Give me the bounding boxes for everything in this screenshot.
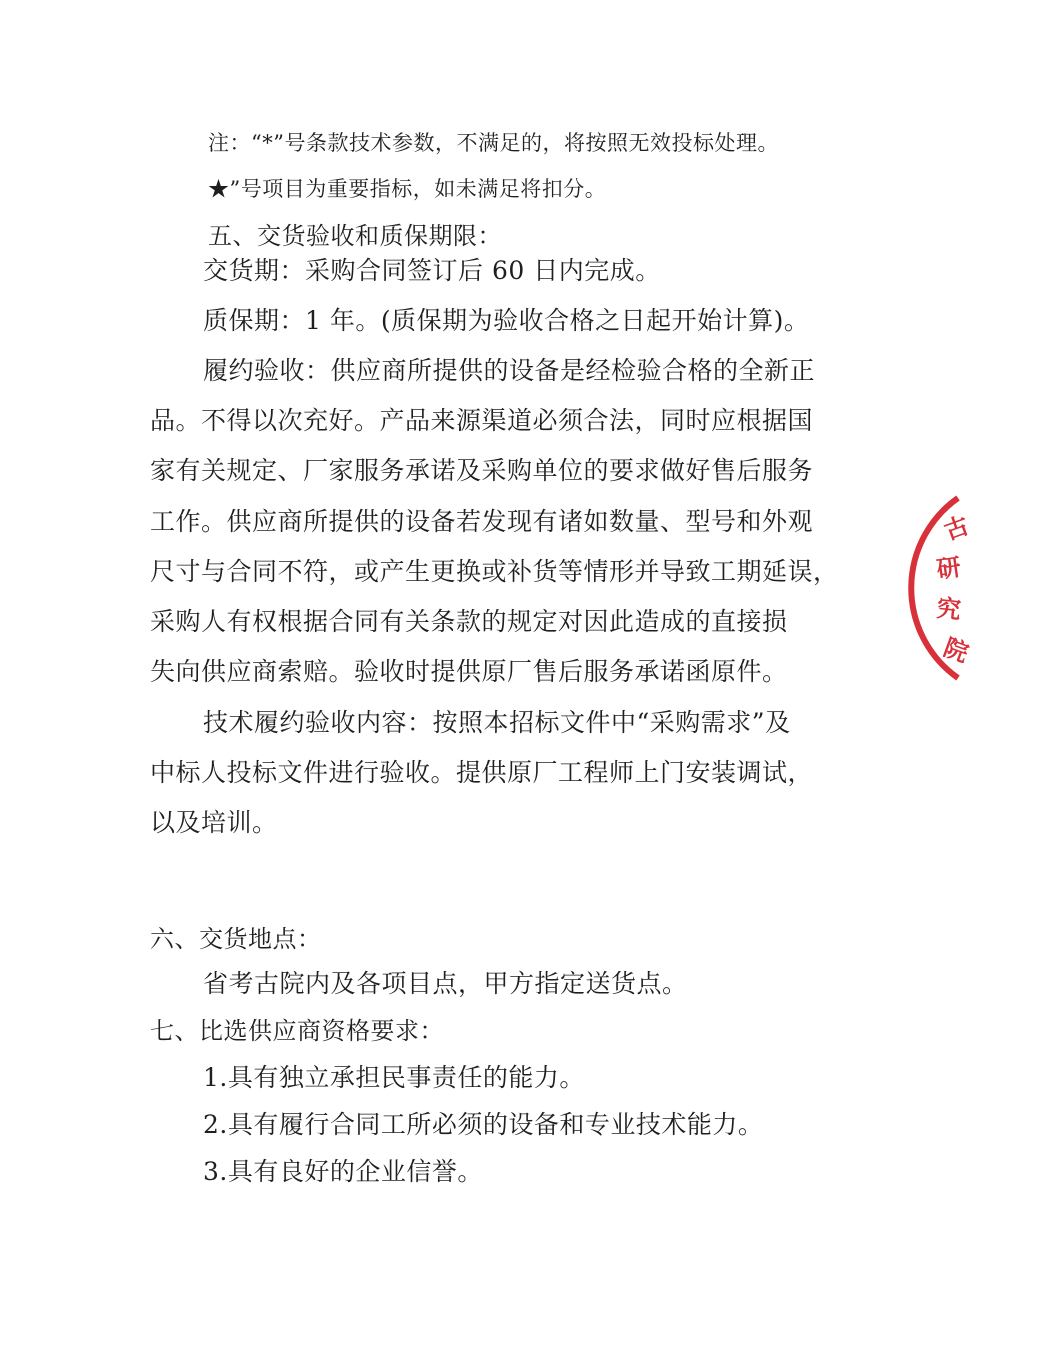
tech-acceptance-line: 以及培训。 bbox=[150, 808, 278, 837]
acceptance-line: 工作。供应商所提供的设备若发现有诸如数量、型号和外观 bbox=[150, 507, 814, 536]
note-line-2: ★”号项目为重要指标，如未满足将扣分。 bbox=[208, 177, 607, 201]
delivery-period: 交货期：采购合同签订后 60 日内完成。 bbox=[203, 256, 661, 285]
seal-char: 研 bbox=[934, 551, 963, 584]
official-seal bbox=[918, 488, 1038, 688]
acceptance-line: 尺寸与合同不符，或产生更换或补货等情形并导致工期延误， bbox=[150, 557, 839, 586]
delivery-place: 省考古院内及各项目点，甲方指定送货点。 bbox=[203, 969, 688, 998]
acceptance-line: 采购人有权根据合同有关条款的规定对因此造成的直接损 bbox=[150, 607, 788, 636]
seal-char: 究 bbox=[935, 593, 963, 625]
qualification-item: 1.具有独立承担民事责任的能力。 bbox=[203, 1063, 585, 1092]
seal-graphic bbox=[918, 488, 1038, 688]
tech-acceptance-line: 中标人投标文件进行验收。提供原厂工程师上门安装调试， bbox=[150, 758, 814, 787]
section6-heading: 六、交货地点： bbox=[150, 925, 322, 953]
note-line-1: 注：“*”号条款技术参数，不满足的，将按照无效投标处理。 bbox=[208, 131, 779, 155]
acceptance-line: 品。不得以次充好。产品来源渠道必须合法，同时应根据国 bbox=[150, 406, 814, 435]
tech-acceptance-line: 技术履约验收内容：按照本招标文件中“采购需求”及 bbox=[203, 708, 791, 737]
seal-char: 古 bbox=[940, 510, 973, 546]
seal-char: 院 bbox=[939, 632, 973, 668]
section7-heading: 七、比选供应商资格要求： bbox=[150, 1017, 444, 1045]
qualification-item: 2.具有履行合同工所必须的设备和专业技术能力。 bbox=[203, 1110, 764, 1139]
warranty-period: 质保期：1 年。(质保期为验收合格之日起开始计算)。 bbox=[203, 306, 810, 335]
section5-heading: 五、交货验收和质保期限： bbox=[208, 222, 502, 250]
acceptance-line: 失向供应商索赔。验收时提供原厂售后服务承诺函原件。 bbox=[150, 657, 788, 686]
qualification-item: 3.具有良好的企业信誉。 bbox=[203, 1157, 483, 1186]
acceptance-line: 履约验收：供应商所提供的设备是经检验合格的全新正 bbox=[203, 356, 816, 385]
acceptance-line: 家有关规定、厂家服务承诺及采购单位的要求做好售后服务 bbox=[150, 456, 814, 485]
